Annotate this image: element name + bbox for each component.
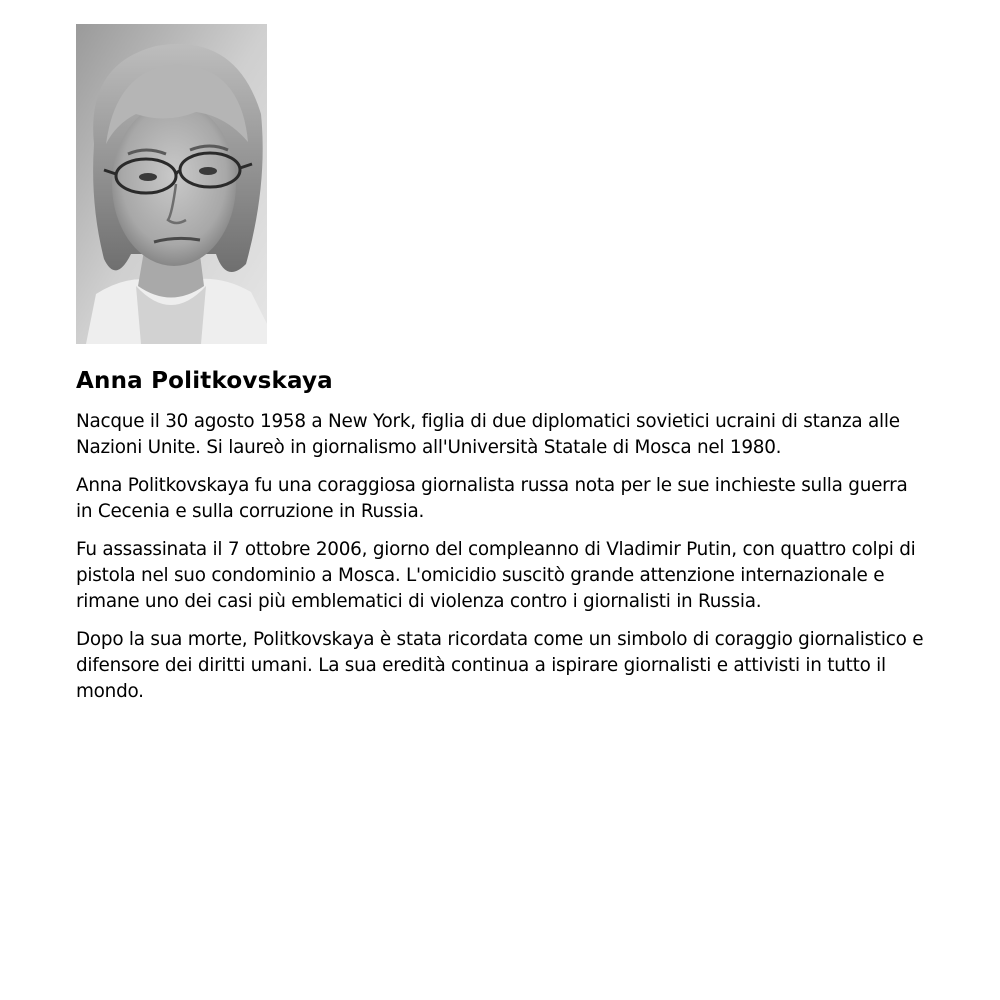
article [76,24,926,705]
paragraph-birth: Nacque il 30 agosto 1958 a New York, figlia di due diplomatici sovietici ucraini di stanza alle Nazioni Unite. Si laureò in giornalismo all'Università Statale di Mosca nel 1980. [76,411,900,458]
paragraph-career: Anna Politkovskaya fu una coraggiosa giornalista russa nota per le sue inchieste sulla guerra in Cecenia e sulla corruzione in Russia. [76,475,908,522]
article-title: Anna Politkovskaya [76,368,333,394]
portrait-photo [76,24,267,344]
paragraph-legacy: Dopo la sua morte, Politkovskaya è stata ricordata come un simbolo di coraggio giornalistico e difensore dei diritti umani. La sua eredità continua a ispirare giornalisti e attivisti in tutto il mondo. [76,629,924,702]
portrait-photo-image [76,24,267,344]
paragraph-assassination: Fu assassinata il 7 ottobre 2006, giorno del compleanno di Vladimir Putin, con quattro colpi di pistola nel suo condominio a Mosca. L'omicidio suscitò grande attenzione internazionale e rimane uno dei casi più emblematici di violenza contro i giornalisti in Russia. [76,539,916,612]
